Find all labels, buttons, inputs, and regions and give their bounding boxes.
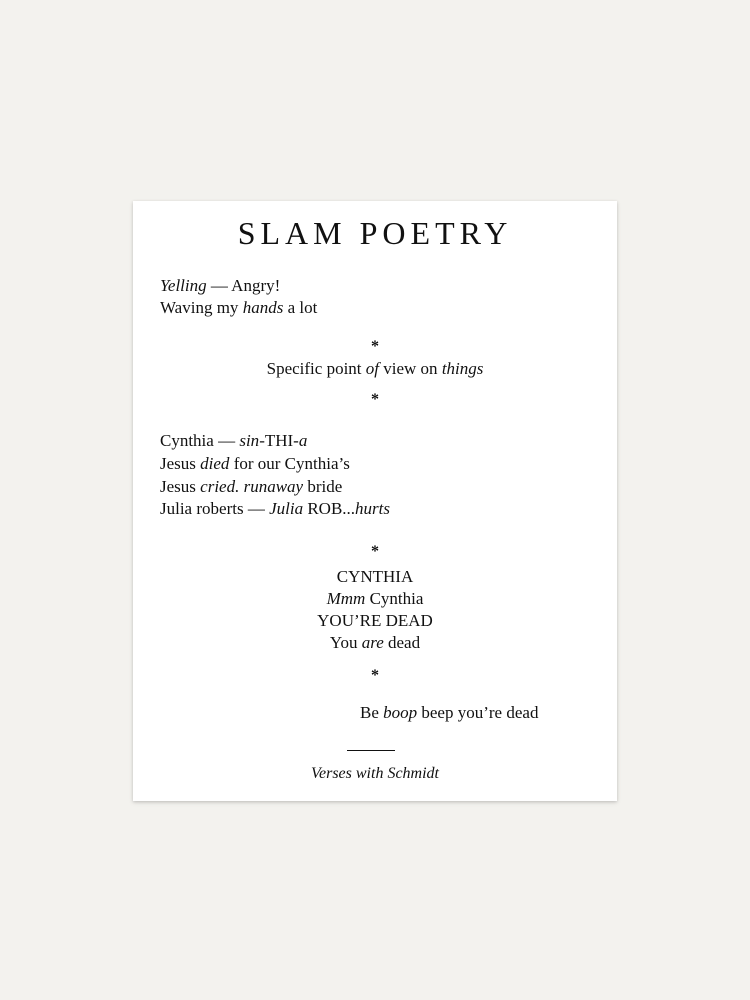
stanza3-line3: YOU’RE DEAD <box>317 611 433 630</box>
stanza2-line2-italic: died <box>200 454 230 473</box>
stanza2-line2-text-c: for our Cynthia’s <box>229 454 350 473</box>
closing-line-italic: boop <box>383 703 418 722</box>
separator-star-2: * <box>371 391 379 408</box>
signature-rule <box>347 750 395 751</box>
stanza2-line1-italic-b: sin <box>239 431 260 450</box>
stanza3-line4-text-c: dead <box>383 633 421 652</box>
closing-line <box>360 703 538 723</box>
stanza3-line4-italic: are <box>361 633 384 652</box>
stanza1-line2-italic: hands <box>242 298 284 317</box>
stanza2-line3-text-a: Jesus <box>160 477 201 496</box>
stanza2-line4 <box>160 499 390 519</box>
stanza1-line1-text: — Angry! <box>206 276 281 295</box>
stanza2-line3 <box>160 477 342 497</box>
stanza2-line2 <box>160 454 350 474</box>
stanza3-line2 <box>133 589 617 609</box>
separator-star-4: * <box>371 667 379 684</box>
stanza3-line4 <box>133 633 617 653</box>
middle-line-italic-d: things <box>441 359 484 378</box>
stanza2-line4-text-a: Julia roberts — <box>160 499 270 518</box>
separator-star-3: * <box>371 543 379 560</box>
stanza3-line4-text-a: You <box>329 633 362 652</box>
stanza1-line2 <box>160 298 317 318</box>
poem-print <box>133 201 617 801</box>
stanza2-line4-italic-b: Julia <box>269 499 304 518</box>
middle-line-text-c: view on <box>379 359 442 378</box>
stanza2-line4-text-c: ROB... <box>303 499 356 518</box>
stanza2-line3-text-c: bride <box>303 477 343 496</box>
stanza2-line1-text-a: Cynthia — <box>160 431 240 450</box>
stanza2-line1 <box>160 431 307 451</box>
middle-line <box>133 359 617 379</box>
stanza1-line1 <box>160 276 280 296</box>
stanza2-line3-italic: cried. runaway <box>200 477 304 496</box>
closing-line-text-a: Be <box>360 703 384 722</box>
poem-title: SLAM POETRY <box>237 215 513 251</box>
stanza2-line1-italic-d: a <box>298 431 308 450</box>
stanza1-line2-text-a: Waving my <box>160 298 243 317</box>
stanza2-line2-text-a: Jesus <box>160 454 201 473</box>
stanza2-line1-text-c: -THI- <box>259 431 299 450</box>
stanza3-line1: CYNTHIA <box>336 567 414 586</box>
middle-line-italic-b: of <box>365 359 380 378</box>
stanza3-line2-italic: Mmm <box>326 589 366 608</box>
closing-line-text-c: beep you’re dead <box>417 703 539 722</box>
stanza2-line4-italic-d: hurts <box>355 499 391 518</box>
signature-text: Verses with Schmidt <box>311 765 439 782</box>
separator-star-1: * <box>371 338 379 355</box>
stanza1-line1-italic: Yelling <box>160 276 207 295</box>
stanza1-line2-text-c: a lot <box>283 298 318 317</box>
middle-line-text-a: Specific point <box>266 359 366 378</box>
stanza3-line2-text: Cynthia <box>365 589 424 608</box>
signature <box>133 764 617 784</box>
